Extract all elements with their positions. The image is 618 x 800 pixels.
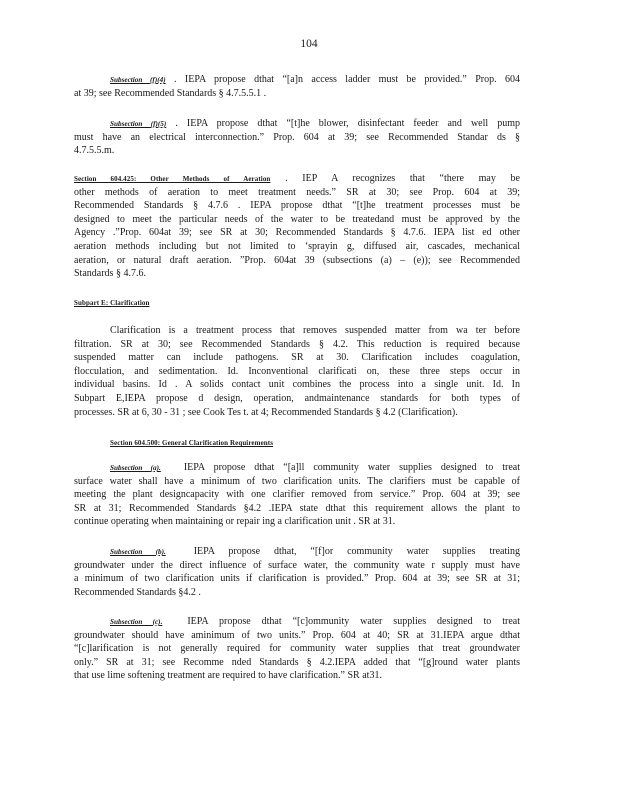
paragraph-section-604-425 bbox=[74, 172, 520, 281]
paragraph-line: that use lime softening treatment are required to have clarification.” SR at31. bbox=[74, 670, 382, 682]
paragraph-subsection-f4 bbox=[74, 73, 520, 100]
section-heading: Section 604.500: General Clarification Requirements bbox=[110, 439, 274, 447]
paragraph-line: other methods of aeration to meet treatment needs.” SR at 30; see Prop. 604 at 39; bbox=[74, 186, 520, 198]
paragraph-line: Recommended Standards §4.2 . bbox=[74, 586, 201, 598]
paragraph-line: Subsection (c). IEPA propose dthat “[c]ommunity water supplies designed to treat bbox=[110, 616, 521, 627]
paragraph-line: at 39; see Recommended Standards § 4.7.5.5.1 . bbox=[74, 87, 267, 99]
paragraph-line: Agency .”Prop. 604at 39; see SR at 30; Recommended Standards § 4.7.6. IEPA list ed other bbox=[74, 227, 520, 239]
paragraph-line: groundwater should have aminimum of two units.” Prop. 604 at 40; SR at 31.IEPA argue dthat bbox=[74, 629, 520, 641]
paragraph-line: Section 604.425: Other Methods of Aeration . IEP A recognizes that “there may be bbox=[74, 173, 520, 184]
paragraph-line: only.” SR at 31; see Recomme nded Standards § 4.2.IEPA added that “[g]round water plants bbox=[74, 656, 520, 668]
paragraph-line: Subsection (f)(4) . IEPA propose dthat “[a]n access ladder must be provided.” Prop. 604 bbox=[110, 74, 521, 85]
paragraph-subsection-c bbox=[74, 615, 520, 683]
subpart-heading-block bbox=[74, 296, 520, 310]
subsection-heading: Subsection (a). bbox=[110, 464, 161, 472]
paragraph-line: processes. SR at 6, 30 - 31 ; see Cook Tes t. at 4; Recommended Standards § 4.2 (Clarification). bbox=[74, 406, 458, 418]
paragraph-subsection-f5 bbox=[74, 117, 520, 158]
subsection-heading: Subsection (c). bbox=[110, 618, 163, 626]
paragraph-line: SR at 31; Recommended Standards §4.2 .IEPA state dthat this requirement allows the plant to bbox=[74, 502, 520, 514]
subsection-heading: Subsection (b). bbox=[110, 548, 166, 556]
paragraph-line: aeration, or natural draft aeration. ”Prop. 604at 39 (subsections (a) – (e)); see Recommended bbox=[74, 254, 520, 266]
paragraph-line: 4.7.5.5.m. bbox=[74, 145, 115, 157]
paragraph-line: “[c]larification is not generally required for community water supplies that treat groundwater bbox=[74, 643, 520, 655]
paragraph-line: flocculation, and sedimentation. Id. Inconventional clarificati on, these three steps occur in bbox=[74, 365, 520, 377]
paragraph-subsection-a bbox=[74, 461, 520, 529]
paragraph-line: suspended matter can include pathogens. SR at 30. Clarification includes coagulation, bbox=[74, 352, 520, 364]
paragraph-line: must have an electrical interconnection.” Prop. 604 at 39; see Recommended Standar ds § bbox=[74, 131, 520, 143]
paragraph-line: designed to meet the particular needs of the water to be treatedand must be approved by the bbox=[74, 213, 520, 225]
paragraph-line: surface water shall have a minimum of two clarification units. The clarifiers must be capable of bbox=[74, 475, 520, 487]
paragraph-line: Subsection (f)(5) . IEPA propose dthat “[t]he blower, disinfectant feeder and well pump bbox=[110, 118, 520, 129]
paragraph-clarification bbox=[74, 324, 520, 419]
subsection-heading: Subsection (f)(4) bbox=[110, 76, 166, 84]
paragraph-line: Subsection (b). IEPA propose dthat, “[f]or community water supplies treating bbox=[110, 546, 520, 557]
subpart-heading: Subpart E: Clarification bbox=[74, 299, 150, 307]
paragraph-line: aeration methods including but not limited to ‘sprayin g, diffused air, cascades, mechanical bbox=[74, 240, 520, 252]
paragraph-line: Clarification is a treatment process that removes suspended matter from wa ter before bbox=[110, 325, 520, 336]
section-heading-block bbox=[110, 436, 520, 450]
paragraph-line: continue operating when maintaining or repair ing a clarification unit . SR at 31. bbox=[74, 516, 396, 528]
paragraph-line: Subpart E,IEPA propose d design, operation, andmaintenance standards for both types of bbox=[74, 392, 520, 404]
section-heading: Section 604.425: Other Methods of Aeration bbox=[74, 175, 271, 183]
paragraph-line: a minimum of two clarification units if clarification is provided.” Prop. 604 at 39; see SR at 31; bbox=[74, 573, 520, 585]
paragraph-subsection-b bbox=[74, 545, 520, 599]
paragraph-line: individual basins. Id . A solids contact unit combines the process into a single unit. Id. In bbox=[74, 379, 520, 391]
paragraph-line: Subsection (a). IEPA propose dthat “[a]ll community water supplies designed to treat bbox=[110, 462, 520, 473]
paragraph-line: meeting the plant designcapacity with one clarifier removed from service.” Prop. 604 at 39; see bbox=[74, 489, 520, 501]
page-number: 104 bbox=[300, 38, 318, 50]
paragraph-line: filtration. SR at 30; see Recommended Standards § 4.2. This reduction is required because bbox=[74, 338, 520, 350]
subsection-heading: Subsection (f)(5) bbox=[110, 120, 167, 128]
paragraph-line: groundwater under the direct influence of surface water, the community wate r supply must have bbox=[74, 559, 520, 571]
paragraph-line: Recommended Standards § 4.7.6 . IEPA propose dthat “[t]he treatment processes must be bbox=[74, 200, 520, 212]
paragraph-line: Standards § 4.7.6. bbox=[74, 268, 146, 280]
